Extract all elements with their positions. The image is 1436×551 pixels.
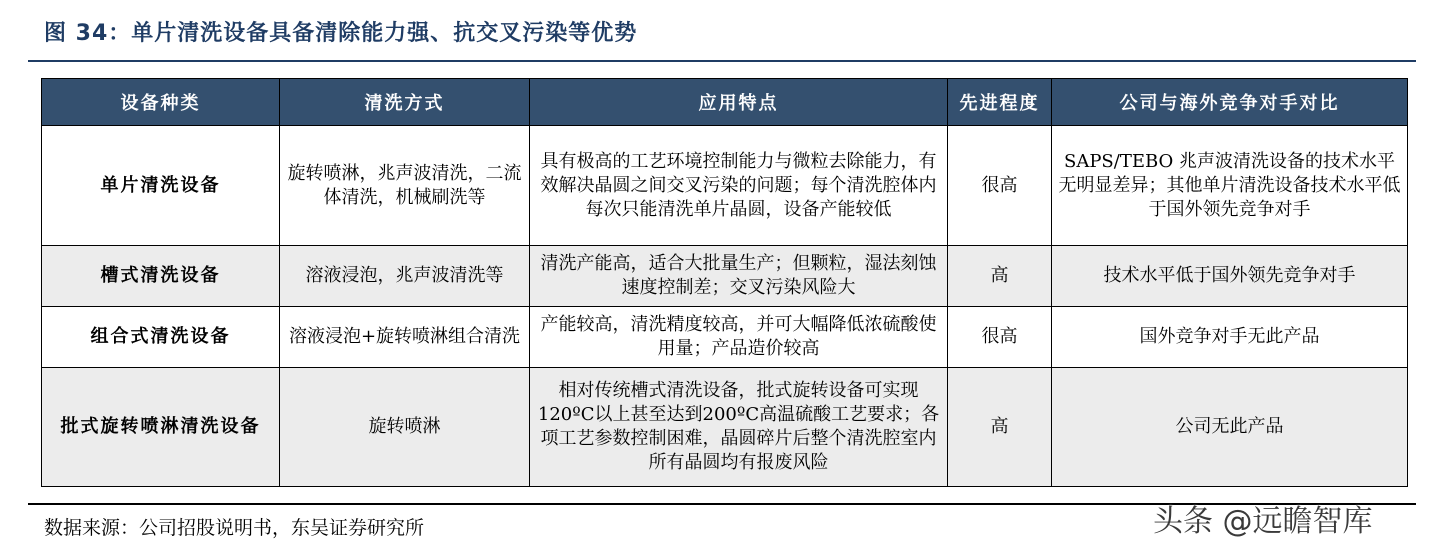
comparison-cell: SAPS/TEBO 兆声波清洗设备的技术水平无明显差异；其他单片清洗设备技术水平低于国外领先竞争对手 [1052,126,1408,246]
title-rule [28,60,1416,62]
features-cell: 产能较高，清洗精度较高，并可大幅降低浓硫酸使用量；产品造价较高 [530,307,948,368]
features-cell: 相对传统槽式清洗设备，批式旋转设备可实现120ºC以上甚至达到200ºC高温硫酸工艺要求；各项工艺参数控制困难，晶圆碎片后整个清洗腔室内所有晶圆均有报废风险 [530,368,948,487]
header-comparison: 公司与海外竞争对手对比 [1052,79,1408,126]
watermark: 头条 @远瞻智库 [1153,504,1373,539]
comparison-cell: 技术水平低于国外领先竞争对手 [1052,246,1408,307]
advancement-cell: 高 [948,246,1052,307]
features-cell: 具有极高的工艺环境控制能力与微粒去除能力，有效解决晶圆之间交叉污染的问题；每个清洗腔体内每次只能清洗单片晶圆，设备产能较低 [530,126,948,246]
comparison-cell: 公司无此产品 [1052,368,1408,487]
header-cleaning-method: 清洗方式 [280,79,530,126]
figure-title: 图 34：单片清洗设备具备清除能力强、抗交叉污染等优势 [44,21,638,46]
table-row [42,368,1408,487]
advancement-cell: 高 [948,368,1052,487]
header-advancement: 先进程度 [948,79,1052,126]
device-type-cell: 批式旋转喷淋清洗设备 [42,368,280,487]
data-source-note: 数据来源：公司招股说明书，东吴证券研究所 [44,517,425,539]
header-features: 应用特点 [530,79,948,126]
header-device-type: 设备种类 [42,79,280,126]
table-row [42,246,1408,307]
features-cell: 清洗产能高，适合大批量生产；但颗粒，湿法刻蚀速度控制差；交叉污染风险大 [530,246,948,307]
table-row [42,307,1408,368]
cleaning-method-cell: 旋转喷淋 [280,368,530,487]
table-header-row [42,79,1408,126]
comparison-table [41,78,1408,487]
device-type-cell: 槽式清洗设备 [42,246,280,307]
advancement-cell: 很高 [948,307,1052,368]
advancement-cell: 很高 [948,126,1052,246]
cleaning-method-cell: 溶液浸泡，兆声波清洗等 [280,246,530,307]
device-type-cell: 单片清洗设备 [42,126,280,246]
device-type-cell: 组合式清洗设备 [42,307,280,368]
cleaning-method-cell: 旋转喷淋，兆声波清洗，二流体清洗，机械刷洗等 [280,126,530,246]
comparison-cell: 国外竞争对手无此产品 [1052,307,1408,368]
table-row [42,126,1408,246]
cleaning-method-cell: 溶液浸泡+旋转喷淋组合清洗 [280,307,530,368]
